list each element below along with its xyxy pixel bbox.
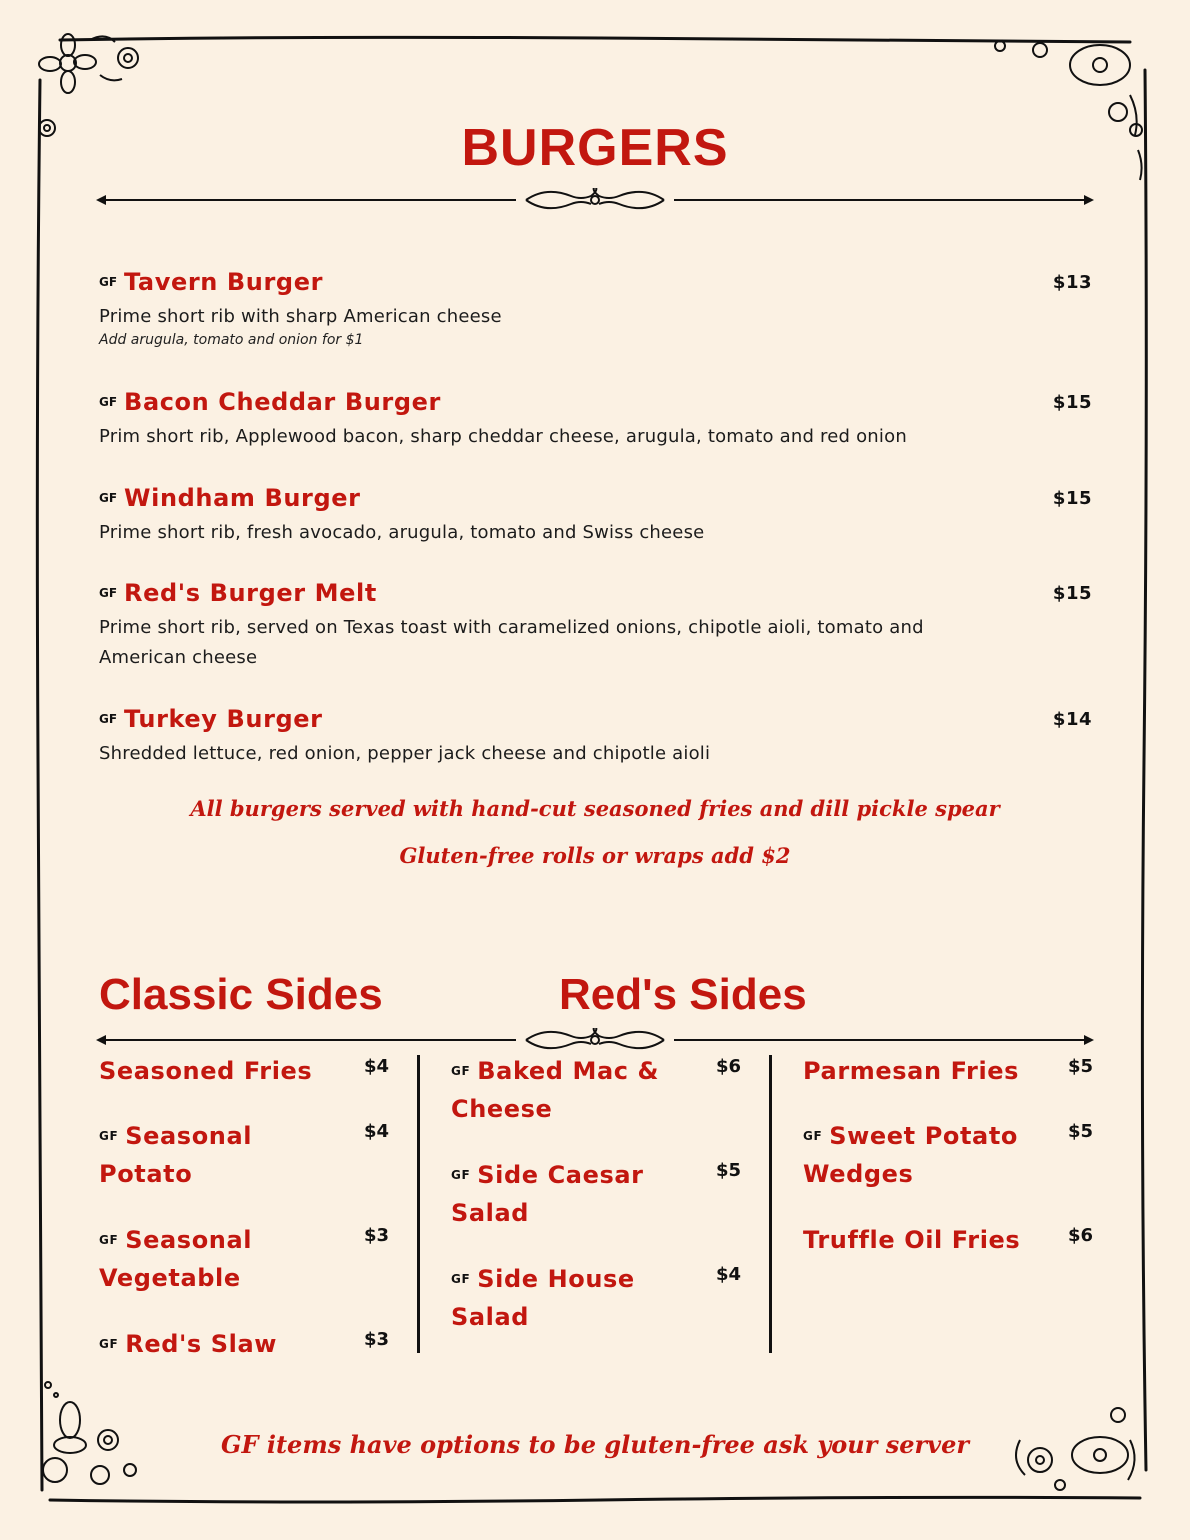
side-price: $4 bbox=[363, 1121, 389, 1142]
classic-sides-title: Classic Sides bbox=[99, 970, 383, 1019]
gluten-free-badge: GF bbox=[99, 395, 118, 409]
gluten-free-badge: GF bbox=[803, 1129, 823, 1143]
side-price: $6 bbox=[1067, 1225, 1093, 1246]
item-description: Prim short rib, Applewood bacon, sharp cheddar cheese, arugula, tomato and red onion bbox=[99, 426, 907, 447]
side-price: $5 bbox=[1067, 1056, 1093, 1077]
side-price: $4 bbox=[715, 1264, 741, 1285]
item-note: Add arugula, tomato and onion for $1 bbox=[99, 332, 364, 348]
side-item-sweet-potato-wedges bbox=[803, 1117, 1093, 1193]
item-price: $13 bbox=[1052, 272, 1092, 293]
menu-item-windham-burger bbox=[99, 484, 1092, 548]
side-price: $5 bbox=[1067, 1121, 1093, 1142]
gluten-free-footer-note: GF items have options to be gluten-free ask your server bbox=[220, 1430, 970, 1459]
item-price: $14 bbox=[1052, 709, 1092, 730]
gluten-free-badge: GF bbox=[99, 1233, 119, 1247]
side-name: Parmesan Fries bbox=[803, 1057, 1020, 1085]
side-name: Baked Mac & Cheese bbox=[451, 1057, 660, 1123]
gluten-free-badge: GF bbox=[99, 1129, 119, 1143]
item-price: $15 bbox=[1052, 583, 1092, 604]
side-name: Seasonal Vegetable bbox=[99, 1226, 253, 1292]
side-item-seasonal-vegetable bbox=[99, 1221, 389, 1297]
menu-item-tavern-burger bbox=[99, 268, 1092, 348]
item-description: Prime short rib, served on Texas toast with caramelized onions, chipotle aioli, tomato and American cheese bbox=[99, 617, 924, 668]
column-divider bbox=[417, 1055, 420, 1353]
column-divider bbox=[769, 1055, 772, 1353]
item-description: Prime short rib with sharp American cheese bbox=[99, 306, 502, 327]
item-name: Red's Burger Melt bbox=[124, 579, 377, 607]
ornamental-divider-top bbox=[96, 188, 1094, 212]
side-item-seasonal-potato bbox=[99, 1117, 389, 1193]
item-name: Tavern Burger bbox=[124, 268, 324, 296]
side-item-parmesan-fries bbox=[803, 1052, 1093, 1090]
item-price: $15 bbox=[1052, 392, 1092, 413]
side-name: Truffle Oil Fries bbox=[803, 1226, 1021, 1254]
burger-sides-note: All burgers served with hand-cut seasoned fries and dill pickle spear bbox=[190, 796, 1000, 821]
gluten-free-badge: GF bbox=[451, 1168, 471, 1182]
gluten-free-badge: GF bbox=[451, 1272, 471, 1286]
side-item-baked-mac-cheese bbox=[451, 1052, 741, 1128]
gluten-free-badge: GF bbox=[99, 712, 118, 726]
gluten-free-badge: GF bbox=[99, 491, 118, 505]
gluten-free-badge: GF bbox=[451, 1064, 471, 1078]
menu-item-reds-burger-melt bbox=[99, 579, 1092, 673]
side-name: Sweet Potato Wedges bbox=[803, 1122, 1018, 1188]
gluten-free-badge: GF bbox=[99, 1337, 119, 1351]
side-name: Side Caesar Salad bbox=[451, 1161, 644, 1227]
side-item-reds-slaw bbox=[99, 1325, 389, 1363]
side-price: $6 bbox=[715, 1056, 741, 1077]
gluten-free-rolls-note: Gluten-free rolls or wraps add $2 bbox=[399, 843, 791, 868]
gluten-free-badge: GF bbox=[99, 586, 118, 600]
reds-sides-title: Red's Sides bbox=[559, 970, 807, 1019]
side-item-side-caesar-salad bbox=[451, 1156, 741, 1232]
menu-item-turkey-burger bbox=[99, 705, 1092, 769]
menu-item-bacon-cheddar-burger bbox=[99, 388, 1092, 452]
side-name: Seasonal Potato bbox=[99, 1122, 253, 1188]
item-name: Windham Burger bbox=[124, 484, 361, 512]
item-description: Shredded lettuce, red onion, pepper jack cheese and chipotle aioli bbox=[99, 743, 711, 764]
side-name: Seasoned Fries bbox=[99, 1057, 313, 1085]
side-name: Red's Slaw bbox=[125, 1330, 278, 1358]
page-title: BURGERS bbox=[461, 119, 729, 177]
side-item-seasoned-fries bbox=[99, 1052, 389, 1090]
item-description: Prime short rib, fresh avocado, arugula, tomato and Swiss cheese bbox=[99, 522, 705, 543]
item-price: $15 bbox=[1052, 488, 1092, 509]
side-name: Side House Salad bbox=[451, 1265, 635, 1331]
side-item-side-house-salad bbox=[451, 1260, 741, 1336]
item-name: Turkey Burger bbox=[124, 705, 323, 733]
side-item-truffle-oil-fries bbox=[803, 1221, 1093, 1259]
side-price: $3 bbox=[363, 1225, 389, 1246]
gluten-free-badge: GF bbox=[99, 275, 118, 289]
side-price: $4 bbox=[363, 1056, 389, 1077]
side-price: $3 bbox=[363, 1329, 389, 1350]
side-price: $5 bbox=[715, 1160, 741, 1181]
item-name: Bacon Cheddar Burger bbox=[124, 388, 441, 416]
ornamental-divider-sides bbox=[96, 1028, 1094, 1052]
